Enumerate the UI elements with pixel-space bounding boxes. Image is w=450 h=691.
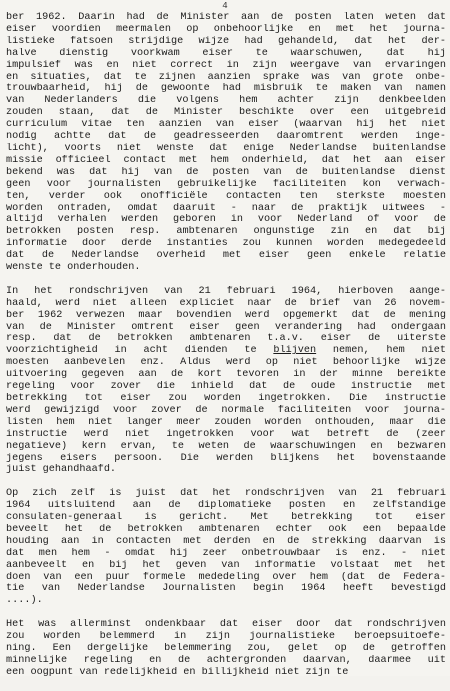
text-line: listen hem niet langer meer zouden worden onthouden, maar die <box>6 416 446 428</box>
paragraph <box>6 286 446 477</box>
paragraph <box>6 488 446 607</box>
text-line: Op zich zelf is juist dat het rondschrijven van 21 februari <box>6 488 446 500</box>
text-line: consulaten-generaal is gericht. Met betrekking tot eiser <box>6 512 446 524</box>
text-line: haald, werd niet alleen expliciet naar de brief van 26 novem- <box>6 297 446 309</box>
text-line: impulsief was en niet correct in zijn weergave van ervaringen <box>6 59 446 71</box>
paragraph <box>6 619 446 679</box>
text-line: moesten aanbevelen enz. Aldus werd op niet behoorlijke wijze <box>6 357 446 369</box>
text-line: betrekking tot eiser zou worden ingetrokken. Die instructie <box>6 392 446 404</box>
text-line: en situaties, dat te zijnen aanzien sprake was van grote onbe- <box>6 71 446 83</box>
text-line: nodig achtte dat de geadresseerden daaromtrent werden inge- <box>6 131 446 143</box>
text-line: uitvoering gegeven aan de kort tevoren in der minne bereikte <box>6 369 446 381</box>
text-line: aanbeveelt en bij het geven van informatie volstaat met het <box>6 559 446 571</box>
text-line: ....). <box>6 595 43 607</box>
text-line: resp. dat de betrokken ambtenaren t.a.v. eiser de uiterste <box>6 333 446 345</box>
text-line: licht), voorts niet wenste dat enige Nederlandse buitenlandse <box>6 142 446 154</box>
text-line: voorzichtigheid in acht dienden te blijven nemen, hem niet <box>6 345 446 357</box>
text-line: ten, verder ook onofficiële contacten ten sterkste moesten <box>6 190 446 202</box>
text-line: zou worden belemmerd in zijn journalistieke beroepsuitoefe- <box>6 631 446 643</box>
text-line: tie van Nederlandse Journalisten begin 1964 heeft bevestigd <box>6 583 446 595</box>
text-line: bekend was dat hij van de posten van de buitenlandse dienst <box>6 166 446 178</box>
text-line: van de Minister omtrent eiser geen verandering had ondergaan <box>6 321 446 333</box>
text-line: werd gewijzigd voor zover de normale faciliteiten voor journa- <box>6 404 446 416</box>
text-line: minnelijke regeling en de achtergronden daarvan, daarmee uit <box>6 654 446 666</box>
text-line: In het rondschrijven van 21 februari 1964, hierboven aange- <box>6 285 446 297</box>
text-line: beveelt het de betrokken ambtenaren echter ook een bepaalde <box>6 523 446 535</box>
text-line: ning. Een dergelijke belemmering zou, gelet op de getroffen <box>6 642 446 654</box>
text-line: listieke fatsoen strijdige wijze had gehandeld, dat het der- <box>6 35 446 47</box>
text-line: een oogpunt van redelijkheid en billijkheid niet zijn te <box>6 666 349 678</box>
text-line: ber 1962. Daarin had de Minister aan de posten laten weten dat <box>6 12 446 23</box>
text-line: trouwbaarheid, hij de gewoonte had misbruik te maken van namen <box>6 83 446 95</box>
text-line: van Nederlanders die volgens hem achter zijn denkbeelden <box>6 95 446 107</box>
text-line: wenste te onderhouden. <box>6 262 141 274</box>
text-line: eiser voordien meermalen op onbehoorlijke en met het journa- <box>6 23 446 35</box>
text-line: negatieve) kern ervan, te weten de waarschuwingen en bezwaren <box>6 440 446 452</box>
text-line: juist gehandhaafd. <box>6 464 117 476</box>
text-line: halve dienstig voorkwam eiser te waarschuwen, dat hij <box>6 47 446 59</box>
text-line: curriculum vitae ten aanzien van eiser (waarvan hij het niet <box>6 119 446 131</box>
text-line: informatie door derde instanties zou kunnen worden medegedeeld <box>6 238 446 250</box>
text-line: zouden staan, dat de Minister beschikte over een uitgebreid <box>6 107 446 119</box>
text-line: betrokken posten resp. ambtenaren ongunstige zin en dat bij <box>6 226 446 238</box>
text-line: houding aan in contacten met derden en de strekking daarvan is <box>6 535 446 547</box>
document-body <box>6 12 446 691</box>
text-line: dat men hem - omdat hij zeer onbetrouwbaar is enz. - niet <box>6 547 446 559</box>
text-line: jegens eisers persoon. Die werden blijkens het bovenstaande <box>6 452 446 464</box>
page-number: 4 <box>222 1 228 11</box>
paragraph <box>6 12 446 274</box>
text-line: regeling voor zover die inhield dat de oude instructie met <box>6 381 446 393</box>
text-line: altijd verhalen werden geboren in voor Nederland of voor de <box>6 214 446 226</box>
text-line: worden ontraden, omdat daaruit - naar de praktijk uitwees - <box>6 202 446 214</box>
text-line: Het was allerminst ondenkbaar dat eiser door dat rondschrijven <box>6 619 446 631</box>
text-line: missie officieel contact met hem onderhield, dat het aan eiser <box>6 154 446 166</box>
text-line: 1964 uitsluitend aan de diplomatieke posten en zelfstandige <box>6 500 446 512</box>
text-line: instructie werd niet ingetrokken voor wat betreft de (zeer <box>6 428 446 440</box>
text-line: dat de Nederlandse overheid met eiser geen enkele relatie <box>6 250 446 262</box>
text-line: ber 1962 verwezen maar bovendien werd opgemerkt dat de mening <box>6 309 446 321</box>
text-line: doen van een puur formele mededeling over hem (dat de Federa- <box>6 571 446 583</box>
text-line: geen voor journalisten gebruikelijke faciliteiten kon verwach- <box>6 178 446 190</box>
